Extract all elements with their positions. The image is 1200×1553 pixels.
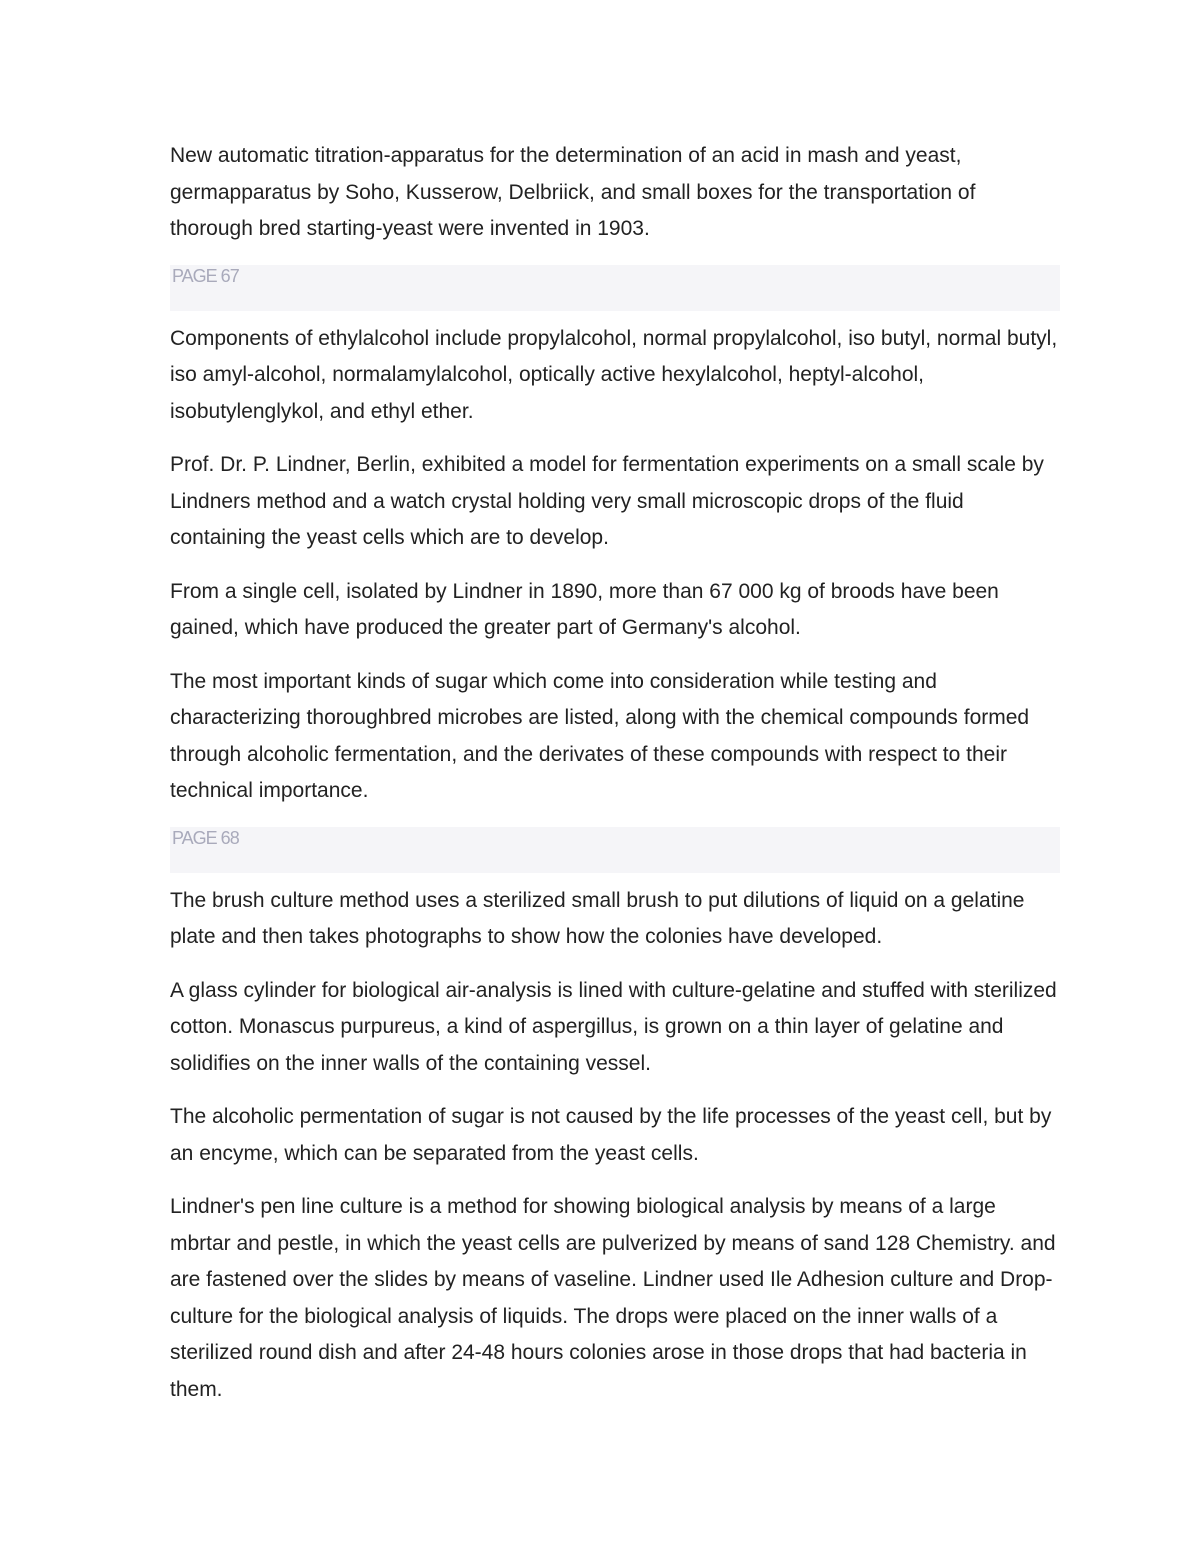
- paragraph: The alcoholic permentation of sugar is not caused by the life processes of the yeast cell, but by an encyme, which can be separated from the yeast cells.: [170, 1105, 1052, 1165]
- paragraph: Prof. Dr. P. Lindner, Berlin, exhibited a model for fermentation experiments on a small scale by Lindners method and a watch crystal holding very small microscopic drops of the fluid containing the yeast cells which are to develop.: [170, 453, 1044, 549]
- paragraph: The brush culture method uses a sterilized small brush to put dilutions of liquid on a gelatine plate and then takes photographs to show how the colonies have developed.: [170, 888, 1025, 948]
- paragraph: From a single cell, isolated by Lindner in 1890, more than 67 000 kg of broods have been gained, which have produced the greater part of Germany's alcohol.: [170, 579, 999, 639]
- page-marker: [170, 827, 1060, 873]
- paragraph: A glass cylinder for biological air-analysis is lined with culture-gelatine and stuffed with sterilized cotton. Monascus purpureus, a kind of aspergillus, is grown on a thin layer of gelatine and solidifies on the inner walls of the containing vessel.: [170, 978, 1057, 1075]
- page-number-label: PAGE 68: [172, 827, 239, 848]
- page-number-label: PAGE 67: [172, 265, 239, 286]
- paragraph: Components of ethylalcohol include propylalcohol, normal propylalcohol, iso butyl, normal butyl, iso amyl-alcohol, normalamylalcohol, optically active hexylalcohol, heptyl-alcohol, isobutylenglykol, and ethyl ether.: [170, 326, 1058, 423]
- paragraph: Lindner's pen line culture is a method for showing biological analysis by means of a large mbrtar and pestle, in which the yeast cells are pulverized by means of sand 128 Chemistry. and are fastened over the slides by means of vaseline. Lindner used Ile Adhesion culture and Drop-culture for the biological analysis of liquids. The drops were placed on the inner walls of a sterilized round dish and after 24-48 hours colonies arose in those drops that had bacteria in them.: [170, 1195, 1056, 1401]
- paragraph: New automatic titration-apparatus for the determination of an acid in mash and yeast, germapparatus by Soho, Kusserow, Delbriick, and small boxes for the transportation of thorough bred starting-yeast were invented in 1903.: [170, 144, 976, 240]
- page-marker: [170, 265, 1060, 311]
- paragraph: The most important kinds of sugar which come into consideration while testing and characterizing thoroughbred microbes are listed, along with the chemical compounds formed through alcoholic fermentation, and the derivates of these compounds with respect to their technical importance.: [170, 669, 1030, 802]
- document-body: [170, 138, 1060, 1425]
